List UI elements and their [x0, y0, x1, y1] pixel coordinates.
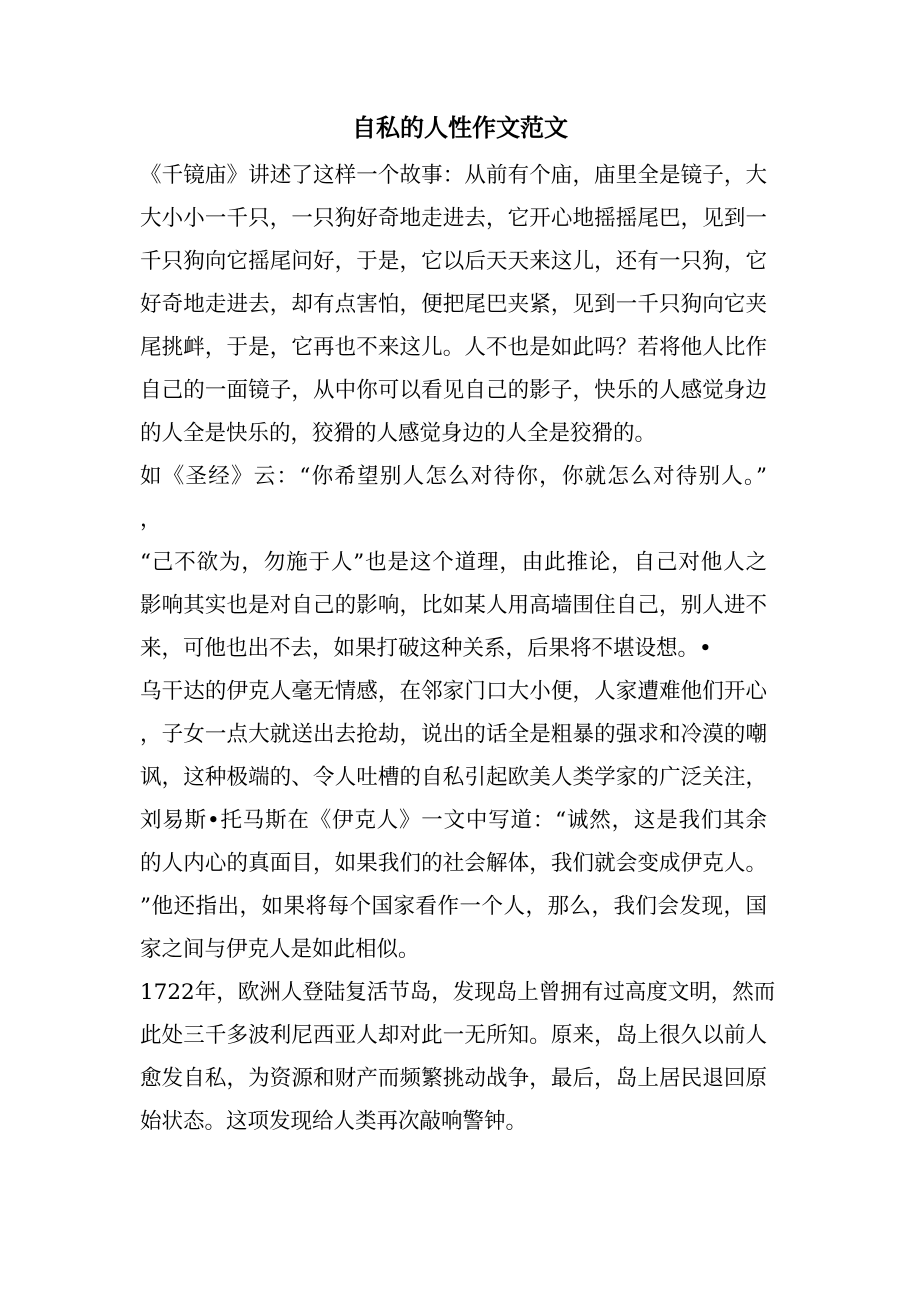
text-line: 刘易斯•托马斯在《伊克人》一文中写道：“诚然，这是我们其余: [140, 808, 767, 833]
text-line: ”他还指出，如果将每个国家看作一个人，那么，我们会发现，国: [140, 894, 767, 919]
text-line: 1722年，欧洲人登陆复活节岛，发现岛上曾拥有过高度文明，然而: [140, 980, 776, 1005]
text-line: 的人全是快乐的，狡猾的人感觉身边的人全是狡猾的。: [140, 421, 657, 446]
text-line: 来，可他也出不去，如果打破这种关系，后果将不堪设想。•: [140, 636, 712, 661]
paragraph-golden-rule: [140, 541, 780, 670]
text-line: 愈发自私，为资源和财产而频繁挑动战争，最后，岛上居民退回原: [140, 1066, 767, 1091]
paragraph-ik-people: [140, 670, 780, 971]
text-line: ，子女一点大就送出去抢劫，说出的话全是粗暴的强求和冷漠的嘲: [140, 722, 767, 747]
text-line: 的人内心的真面目，如果我们的社会解体，我们就会变成伊克人。: [140, 851, 767, 876]
text-line: 好奇地走进去，却有点害怕，便把尾巴夹紧，见到一千只狗向它夹: [140, 292, 767, 317]
text-line: 影响其实也是对自己的影响，比如某人用高墙围住自己，别人进不: [140, 593, 767, 618]
text-line: 自己的一面镜子，从中你可以看见自己的影子，快乐的人感觉身边: [140, 378, 767, 403]
text-line: “己不欲为，勿施于人”也是这个道理，由此推论，自己对他人之: [140, 550, 767, 575]
paragraph-easter-island: [140, 971, 780, 1143]
text-line: 《千镜庙》讲述了这样一个故事：从前有个庙，庙里全是镜子，大: [140, 163, 767, 188]
text-line: 乌干达的伊克人毫无情感，在邻家门口大小便，人家遭难他们开心: [140, 679, 767, 704]
paragraph-bible-quote: [140, 455, 780, 541]
text-line: 大小小一千只，一只狗好奇地走进去，它开心地摇摇尾巴，见到一: [140, 206, 767, 231]
text-line: 如《圣经》云：“你希望别人怎么对待你，你就怎么对待别人。”: [140, 464, 767, 489]
text-line: 讽，这种极端的、令人吐槽的自私引起欧美人类学家的广泛关注，: [140, 765, 767, 790]
text-line: 家之间与伊克人是如此相似。: [140, 937, 420, 962]
text-line: ，: [140, 507, 162, 532]
text-line: 此处三千多波利尼西亚人却对此一无所知。原来，岛上很久以前人: [140, 1023, 767, 1048]
text-line: 千只狗向它摇尾问好，于是，它以后天天来这儿，还有一只狗，它: [140, 249, 767, 274]
text-line: 尾挑衅，于是，它再也不来这儿。人不也是如此吗？若将他人比作: [140, 335, 767, 360]
paragraph-mirror-temple: [140, 154, 780, 455]
document-title: 自私的人性作文范文: [352, 114, 568, 142]
text-line: 始状态。这项发现给人类再次敲响警钟。: [140, 1109, 528, 1134]
document-body: [140, 154, 780, 1143]
